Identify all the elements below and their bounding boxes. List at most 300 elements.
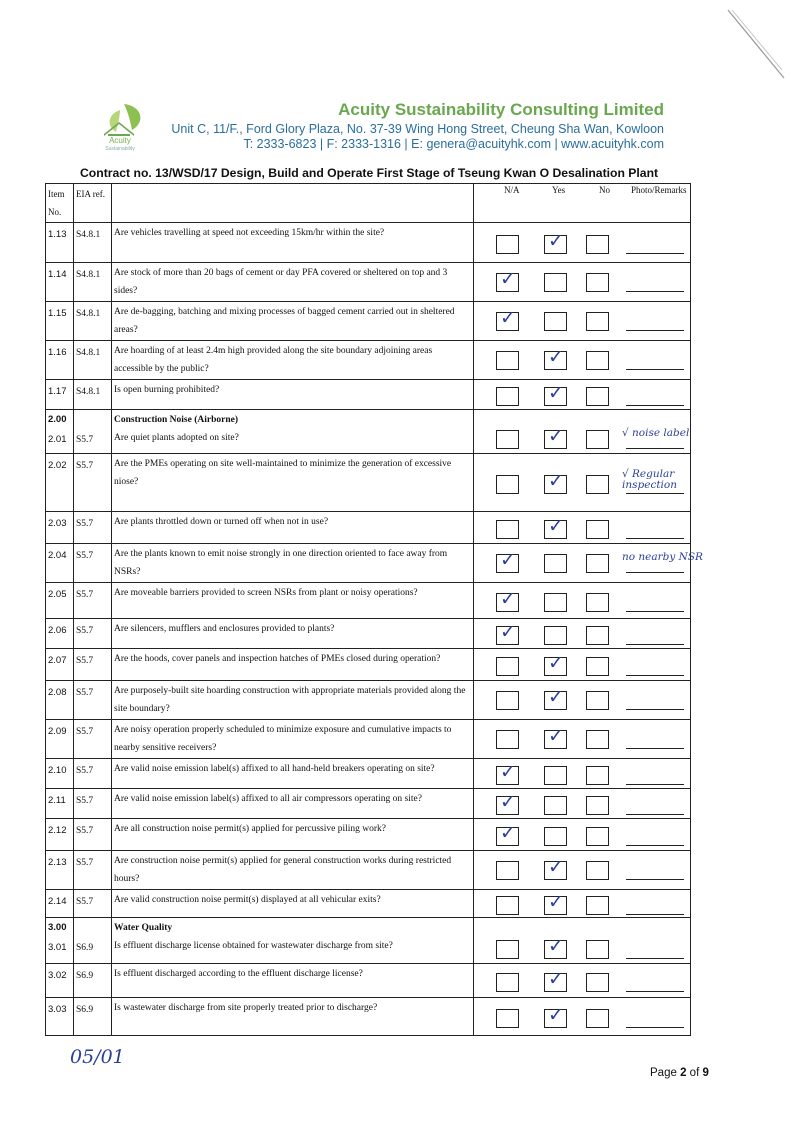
no-checkbox[interactable] — [586, 766, 609, 785]
handwritten-remark: √ Regular inspection — [622, 468, 677, 491]
no-checkbox[interactable] — [586, 796, 609, 815]
table-row — [46, 410, 691, 454]
item-number-cell — [46, 998, 74, 1036]
section-number: 3.00 — [48, 922, 67, 933]
letterhead — [0, 0, 794, 165]
item-number-cell — [46, 544, 74, 583]
checkmark-icon: ✓ — [548, 891, 564, 913]
remarks-line[interactable] — [626, 448, 684, 449]
eia-ref: S5.7 — [76, 688, 94, 698]
no-checkbox[interactable] — [586, 312, 609, 331]
question-cell — [112, 720, 474, 759]
checkmark-icon: ✓ — [548, 968, 564, 990]
na-checkbox[interactable] — [496, 822, 519, 846]
checkmark-icon: ✓ — [548, 686, 564, 708]
table-row — [46, 302, 691, 341]
answer-cell — [474, 544, 703, 583]
answer-cell — [474, 223, 691, 263]
eia-ref-cell — [74, 819, 112, 851]
remarks-line[interactable] — [626, 675, 684, 676]
section-title: Water Quality — [114, 923, 173, 933]
question-text: Are noisy operation properly scheduled to minimize exposure and cumulative impacts to nearby sensitive receivers? — [114, 725, 452, 753]
no-checkbox[interactable] — [586, 273, 609, 292]
item-number: 1.16 — [48, 347, 67, 358]
question-text: Are valid noise emission label(s) affixed to all air compressors operating on site? — [114, 794, 422, 804]
question-text: Are silencers, mufflers and enclosures provided to plants? — [114, 624, 335, 634]
yes-checkbox[interactable] — [544, 827, 567, 846]
yes-checkbox[interactable] — [544, 796, 567, 815]
eia-ref: S4.8.1 — [76, 387, 101, 397]
na-checkbox[interactable] — [496, 351, 519, 370]
eia-ref-cell — [74, 789, 112, 819]
na-checkbox[interactable] — [496, 691, 519, 710]
checkmark-icon: ✓ — [500, 549, 516, 571]
item-number-cell — [46, 410, 74, 454]
eia-ref: S4.8.1 — [76, 309, 101, 319]
question-cell — [112, 998, 474, 1036]
na-checkbox[interactable] — [496, 896, 519, 915]
checkmark-icon: ✓ — [548, 425, 564, 447]
yes-checkbox[interactable] — [544, 935, 567, 959]
remarks-line[interactable] — [626, 709, 684, 710]
eia-ref: S6.9 — [76, 1005, 94, 1015]
question-text: Is wastewater discharge from site properly treated prior to discharge? — [114, 1003, 378, 1013]
na-checkbox[interactable] — [496, 1009, 519, 1028]
eia-ref: S5.7 — [76, 656, 94, 666]
na-checkbox[interactable] — [496, 475, 519, 494]
no-checkbox[interactable] — [586, 387, 609, 406]
no-checkbox[interactable] — [586, 235, 609, 254]
na-checkbox[interactable] — [496, 761, 519, 785]
item-number: 1.14 — [48, 269, 67, 280]
na-checkbox[interactable] — [496, 973, 519, 992]
checkmark-icon: ✓ — [548, 346, 564, 368]
question-text: Is open burning prohibited? — [114, 385, 220, 395]
na-checkbox[interactable] — [496, 520, 519, 539]
item-number-cell — [46, 681, 74, 720]
eia-ref-cell — [74, 851, 112, 890]
checkmark-icon: ✓ — [500, 307, 516, 329]
answer-cell — [474, 583, 691, 619]
table-row — [46, 380, 691, 410]
yes-checkbox[interactable] — [544, 382, 567, 406]
answer-cell — [474, 512, 691, 544]
yes-checkbox[interactable] — [544, 593, 567, 612]
question-cell — [112, 759, 474, 789]
no-checkbox[interactable] — [586, 351, 609, 370]
answer-cell — [474, 851, 691, 890]
item-number-cell — [46, 302, 74, 341]
question-cell — [112, 454, 474, 512]
question-text: Are hoarding of at least 2.4m high provided along the site boundary adjoining areas accessible by the public? — [114, 346, 433, 374]
eia-ref-cell — [74, 302, 112, 341]
question-text: Are moveable barriers provided to screen NSRs from plant or noisy operations? — [114, 588, 418, 598]
table-row — [46, 819, 691, 851]
na-column-header: N/A — [504, 185, 520, 195]
table-row — [46, 964, 691, 998]
handwritten-date: 05/01 — [70, 1046, 125, 1068]
item-number: 2.13 — [48, 857, 67, 868]
question-cell — [112, 223, 474, 263]
yes-checkbox[interactable] — [544, 312, 567, 331]
yes-checkbox[interactable] — [544, 554, 567, 573]
item-number: 2.04 — [48, 550, 67, 561]
eia-ref: S5.7 — [76, 826, 94, 836]
eia-ref-cell — [74, 380, 112, 410]
no-checkbox[interactable] — [586, 973, 609, 992]
question-cell — [112, 851, 474, 890]
item-number: 1.15 — [48, 308, 67, 319]
section-number: 2.00 — [48, 414, 67, 425]
item-number: 2.14 — [48, 896, 67, 907]
answer-cell — [474, 759, 691, 789]
no-checkbox[interactable] — [586, 730, 609, 749]
item-number-cell — [46, 341, 74, 380]
no-checkbox[interactable] — [586, 475, 609, 494]
item-number: 2.01 — [48, 434, 67, 445]
answer-cell — [474, 263, 691, 302]
answer-cell — [474, 918, 691, 964]
yes-checkbox[interactable] — [544, 652, 567, 676]
item-column-header: Item No. — [46, 184, 74, 223]
no-checkbox[interactable] — [586, 940, 609, 959]
remarks-line[interactable] — [626, 748, 684, 749]
eia-ref-cell — [74, 681, 112, 720]
answer-cell — [474, 380, 691, 410]
question-text: Are stock of more than 20 bags of cement or day PFA covered or sheltered on top and 3 sides? — [114, 268, 448, 296]
item-number-cell — [46, 619, 74, 649]
question-cell — [112, 512, 474, 544]
remarks-line[interactable] — [626, 784, 684, 785]
na-checkbox[interactable] — [496, 588, 519, 612]
table-row — [46, 998, 691, 1036]
answer-cell — [474, 720, 691, 759]
item-number-cell — [46, 263, 74, 302]
question-text: Is effluent discharge license obtained for wastewater discharge from site? — [114, 941, 393, 951]
yes-checkbox[interactable] — [544, 856, 567, 880]
answer-cell — [474, 341, 691, 380]
item-number-cell — [46, 918, 74, 964]
question-text: Are plants throttled down or turned off when not in use? — [114, 517, 329, 527]
question-text: Are vehicles travelling at speed not exceeding 15km/hr within the site? — [114, 228, 385, 238]
no-checkbox[interactable] — [586, 626, 609, 645]
question-cell — [112, 681, 474, 720]
no-checkbox[interactable] — [586, 657, 609, 676]
handwritten-remark: √ noise label — [622, 427, 690, 439]
no-checkbox[interactable] — [586, 593, 609, 612]
eia-ref: S5.7 — [76, 727, 94, 737]
checkmark-icon: ✓ — [500, 822, 516, 844]
eia-ref-cell — [74, 341, 112, 380]
remarks-line[interactable] — [626, 958, 684, 959]
eia-ref: S5.7 — [76, 897, 94, 907]
table-row — [46, 918, 691, 964]
table-row — [46, 583, 691, 619]
question-text: Is effluent discharged according to the effluent discharge license? — [114, 969, 363, 979]
question-cell — [112, 789, 474, 819]
item-number-cell — [46, 789, 74, 819]
question-text: Are the PMEs operating on site well-maintained to minimize the generation of excessive niose? — [114, 459, 452, 487]
item-number-cell — [46, 819, 74, 851]
eia-ref-cell — [74, 964, 112, 998]
yes-checkbox[interactable] — [544, 766, 567, 785]
company-contact: T: 2333-6823 | F: 2333-1316 | E: genera@acuityhk.com | www.acuityhk.com — [243, 137, 664, 151]
yes-checkbox[interactable] — [544, 346, 567, 370]
no-checkbox[interactable] — [586, 896, 609, 915]
remarks-line[interactable] — [626, 1027, 684, 1028]
yes-checkbox[interactable] — [544, 1004, 567, 1028]
item-number-cell — [46, 583, 74, 619]
checkmark-icon: ✓ — [500, 268, 516, 290]
remarks-line[interactable] — [626, 369, 684, 370]
yes-checkbox[interactable] — [544, 273, 567, 292]
remarks-line[interactable] — [626, 538, 684, 539]
checkmark-icon: ✓ — [500, 588, 516, 610]
na-checkbox[interactable] — [496, 387, 519, 406]
eia-ref-cell — [74, 918, 112, 964]
item-number: 2.07 — [48, 655, 67, 666]
eia-ref-cell — [74, 583, 112, 619]
question-cell — [112, 649, 474, 681]
item-number: 3.01 — [48, 942, 67, 953]
eia-ref-cell — [74, 223, 112, 263]
question-cell — [112, 263, 474, 302]
eia-ref: S5.7 — [76, 858, 94, 868]
na-checkbox[interactable] — [496, 621, 519, 645]
remarks-line[interactable] — [626, 644, 684, 645]
item-number: 2.02 — [48, 460, 67, 471]
na-checkbox[interactable] — [496, 235, 519, 254]
checkmark-icon: ✓ — [548, 230, 564, 252]
question-cell — [112, 544, 474, 583]
question-cell — [112, 918, 474, 964]
checkmark-icon: ✓ — [548, 382, 564, 404]
question-cell — [112, 410, 474, 454]
yes-checkbox[interactable] — [544, 626, 567, 645]
item-number: 2.08 — [48, 687, 67, 698]
table-row — [46, 720, 691, 759]
item-number: 2.12 — [48, 825, 67, 836]
question-text: Are valid noise emission label(s) affixed to all hand-held breakers operating on site? — [114, 764, 435, 774]
table-row — [46, 223, 691, 263]
na-checkbox[interactable] — [496, 730, 519, 749]
remarks-line[interactable] — [626, 405, 684, 406]
item-number-cell — [46, 851, 74, 890]
item-number: 1.17 — [48, 386, 67, 397]
yes-column-header: Yes — [552, 185, 566, 195]
yes-checkbox[interactable] — [544, 686, 567, 710]
eia-ref-cell — [74, 512, 112, 544]
question-cell — [112, 890, 474, 918]
table-row — [46, 341, 691, 380]
no-column-header: No — [599, 185, 610, 195]
no-checkbox[interactable] — [586, 827, 609, 846]
no-checkbox[interactable] — [586, 861, 609, 880]
question-cell — [112, 583, 474, 619]
section-title: Construction Noise (Airborne) — [114, 415, 239, 425]
checkmark-icon: ✓ — [548, 725, 564, 747]
table-row — [46, 454, 691, 512]
item-number-cell — [46, 890, 74, 918]
contract-title: Contract no. 13/WSD/17 Design, Build and Operate First Stage of Tseung Kwan O Desalination Plant — [80, 166, 659, 180]
remarks-line[interactable] — [626, 253, 684, 254]
eia-ref-cell — [74, 998, 112, 1036]
yes-checkbox[interactable] — [544, 425, 567, 449]
item-number: 2.10 — [48, 765, 67, 776]
eia-ref: S5.7 — [76, 796, 94, 806]
eia-ref: S5.7 — [76, 766, 94, 776]
checkmark-icon: ✓ — [500, 621, 516, 643]
table-row — [46, 544, 691, 583]
na-checkbox[interactable] — [496, 657, 519, 676]
item-number: 3.03 — [48, 1004, 67, 1015]
eia-ref-cell — [74, 544, 112, 583]
remarks-line[interactable] — [626, 330, 684, 331]
na-checkbox[interactable] — [496, 791, 519, 815]
answer-cell — [474, 649, 691, 681]
yes-checkbox[interactable] — [544, 725, 567, 749]
item-number-cell — [46, 223, 74, 263]
question-cell — [112, 619, 474, 649]
item-number: 2.05 — [48, 589, 67, 600]
question-cell — [112, 380, 474, 410]
eia-ref-cell — [74, 263, 112, 302]
no-checkbox[interactable] — [586, 691, 609, 710]
eia-ref: S5.7 — [76, 435, 94, 445]
item-number: 1.13 — [48, 229, 67, 240]
question-text: Are quiet plants adopted on site? — [114, 433, 239, 443]
checkmark-icon: ✓ — [548, 652, 564, 674]
question-cell — [112, 302, 474, 341]
remarks-line[interactable] — [626, 814, 684, 815]
answer-cell — [474, 619, 691, 649]
na-checkbox[interactable] — [496, 861, 519, 880]
checkmark-icon: ✓ — [500, 791, 516, 813]
handwritten-remark: no nearby NSR — [622, 551, 703, 563]
eia-ref-cell — [74, 410, 112, 454]
eia-ref: S5.7 — [76, 461, 94, 471]
no-checkbox[interactable] — [586, 430, 609, 449]
table-header-row — [46, 184, 691, 223]
answer-cell — [474, 890, 691, 918]
yes-checkbox[interactable] — [544, 968, 567, 992]
na-checkbox[interactable] — [496, 430, 519, 449]
yes-checkbox[interactable] — [544, 470, 567, 494]
remarks-column-header: Photo/Remarks — [631, 185, 687, 195]
remarks-line[interactable] — [626, 879, 684, 880]
answer-cell — [474, 964, 691, 998]
answer-cell — [474, 681, 691, 720]
checkmark-icon: ✓ — [548, 856, 564, 878]
table-row — [46, 263, 691, 302]
na-checkbox[interactable] — [496, 268, 519, 292]
question-cell — [112, 964, 474, 998]
eia-ref-cell — [74, 649, 112, 681]
item-number-cell — [46, 512, 74, 544]
item-number: 2.03 — [48, 518, 67, 529]
no-checkbox[interactable] — [586, 554, 609, 573]
remarks-line[interactable] — [626, 611, 684, 612]
table-row — [46, 512, 691, 544]
item-number: 2.06 — [48, 625, 67, 636]
eia-ref-cell — [74, 759, 112, 789]
eia-ref: S5.7 — [76, 519, 94, 529]
eia-ref-cell — [74, 454, 112, 512]
na-checkbox[interactable] — [496, 940, 519, 959]
checkmark-icon: ✓ — [548, 515, 564, 537]
eia-ref: S6.9 — [76, 971, 94, 981]
answer-cell — [474, 789, 691, 819]
page-number: Page 2 of 9 — [650, 1067, 709, 1079]
table-row — [46, 851, 691, 890]
checkmark-icon: ✓ — [548, 935, 564, 957]
answer-cell — [474, 819, 691, 851]
answer-cell — [474, 302, 691, 341]
question-text: Are construction noise permit(s) applied for general construction works during restricted hours? — [114, 856, 452, 884]
eia-column-header: EIA ref. — [74, 184, 112, 223]
item-number: 3.02 — [48, 970, 67, 981]
checklist-table — [45, 183, 703, 1036]
eia-ref: S4.8.1 — [76, 270, 101, 280]
remarks-line[interactable] — [626, 572, 684, 573]
eia-ref: S4.8.1 — [76, 348, 101, 358]
yes-checkbox[interactable] — [544, 230, 567, 254]
eia-ref: S5.7 — [76, 590, 94, 600]
na-checkbox[interactable] — [496, 307, 519, 331]
remarks-line[interactable] — [626, 914, 684, 915]
checkmark-icon: ✓ — [500, 761, 516, 783]
item-number-cell — [46, 759, 74, 789]
question-cell — [112, 341, 474, 380]
no-checkbox[interactable] — [586, 1009, 609, 1028]
table-row — [46, 681, 691, 720]
item-number-cell — [46, 649, 74, 681]
item-number-cell — [46, 720, 74, 759]
checkmark-icon: ✓ — [548, 470, 564, 492]
answer-cell — [474, 410, 691, 454]
eia-ref: S5.7 — [76, 626, 94, 636]
question-text: Are all construction noise permit(s) applied for percussive piling work? — [114, 824, 386, 834]
item-number-cell — [46, 454, 74, 512]
table-row — [46, 890, 691, 918]
item-number: 2.11 — [48, 795, 66, 806]
remarks-line[interactable] — [626, 991, 684, 992]
question-cell — [112, 819, 474, 851]
eia-ref: S5.7 — [76, 551, 94, 561]
remarks-line[interactable] — [626, 845, 684, 846]
company-name: Acuity Sustainability Consulting Limited — [338, 100, 664, 119]
question-text: Are the hoods, cover panels and inspection hatches of PMEs closed during operation? — [114, 654, 441, 664]
company-address: Unit C, 11/F., Ford Glory Plaza, No. 37-39 Wing Hong Street, Cheung Sha Wan, Kowloon — [171, 122, 664, 136]
no-checkbox[interactable] — [586, 520, 609, 539]
yes-checkbox[interactable] — [544, 891, 567, 915]
checkmark-icon: ✓ — [548, 1004, 564, 1026]
table-row — [46, 789, 691, 819]
question-text: Are the plants known to emit noise strongly in one direction oriented to face away from NSRs? — [114, 549, 448, 577]
eia-ref-cell — [74, 890, 112, 918]
eia-ref-cell — [74, 619, 112, 649]
answer-cell — [474, 454, 691, 512]
answer-cell — [474, 998, 691, 1036]
table-row — [46, 619, 691, 649]
table-row — [46, 649, 691, 681]
eia-ref-cell — [74, 720, 112, 759]
yes-checkbox[interactable] — [544, 515, 567, 539]
remarks-line[interactable] — [626, 493, 684, 494]
item-number-cell — [46, 964, 74, 998]
na-checkbox[interactable] — [496, 549, 519, 573]
remarks-line[interactable] — [626, 291, 684, 292]
